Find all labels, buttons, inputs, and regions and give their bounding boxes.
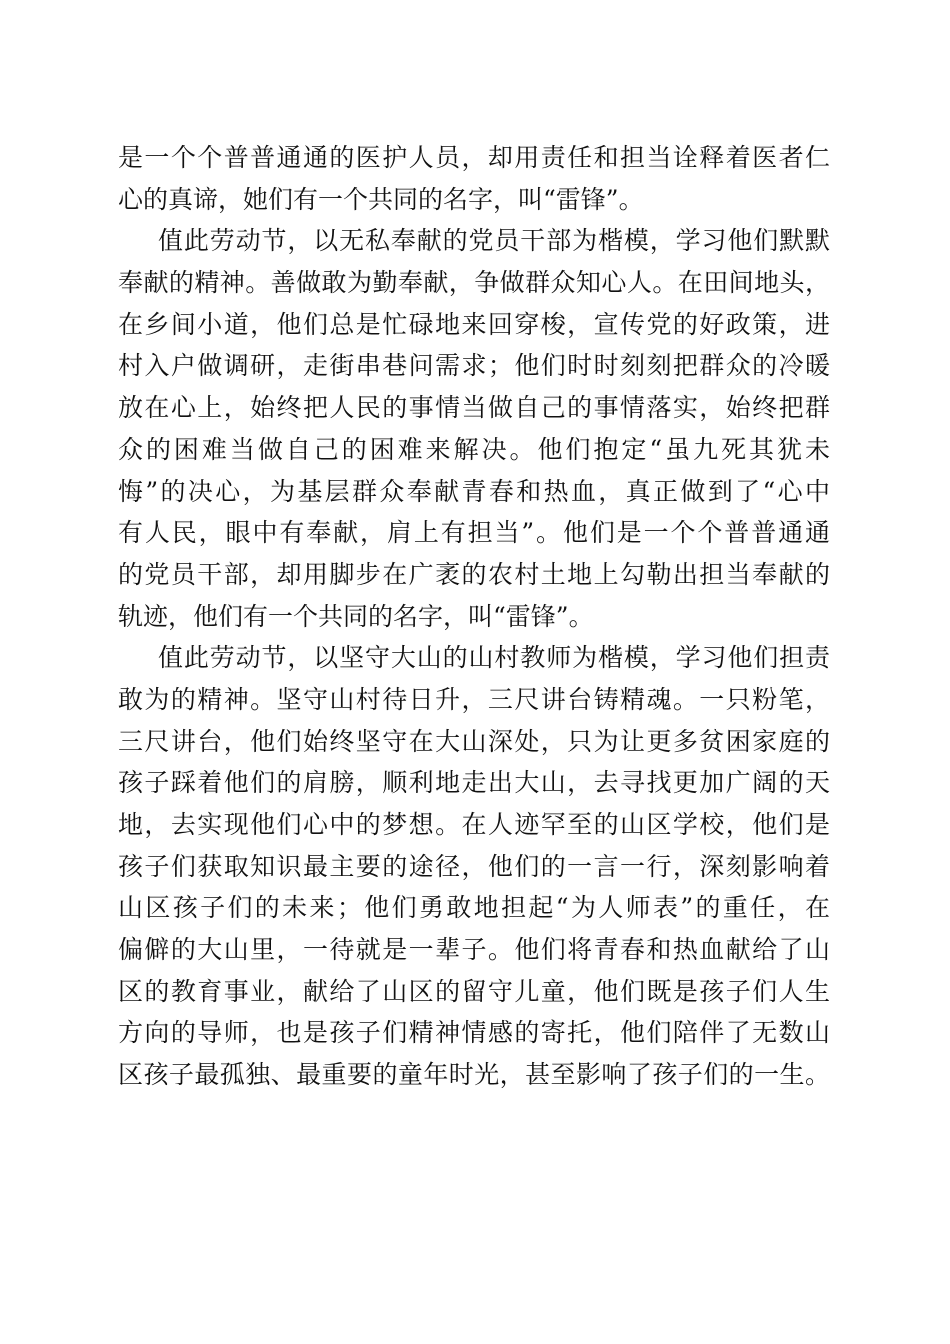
text-line: 三尺讲台，他们始终坚守在大山深处，只为让更多贫困家庭的 (118, 726, 830, 756)
text-line: 值此劳动节，以坚守大山的山村教师为楷模，学习他们担责 (158, 643, 830, 673)
text-line: 孩子踩着他们的肩膀，顺利地走出大山，去寻找更加广阔的天 (118, 768, 830, 798)
text-line: 方向的导师，也是孩子们精神情感的寄托，他们陪伴了无数山 (118, 1018, 830, 1048)
text-line: 在乡间小道，他们总是忙碌地来回穿梭，宣传党的好政策，进 (118, 309, 830, 339)
text-line: 山区孩子们的未来；他们勇敢地担起“为人师表”的重任，在 (118, 893, 830, 923)
text-line: 偏僻的大山里，一待就是一辈子。他们将青春和热血献给了山 (118, 935, 830, 965)
text-line: 村入户做调研，走街串巷问需求；他们时时刻刻把群众的冷暖 (118, 351, 830, 381)
text-line: 轨迹，他们有一个共同的名字，叫“雷锋”。 (118, 601, 594, 631)
text-line: 放在心上，始终把人民的事情当做自己的事情落实，始终把群 (118, 393, 830, 423)
text-line: 区孩子最孤独、最重要的童年时光，甚至影响了孩子们的一生。 (118, 1060, 830, 1090)
text-line: 区的教育事业，献给了山区的留守儿童，他们既是孩子们人生 (118, 976, 830, 1006)
body-text (118, 137, 830, 1096)
text-line: 心的真谛，她们有一个共同的名字，叫“雷锋”。 (118, 184, 644, 214)
text-line: 是一个个普普通通的医护人员，却用责任和担当诠释着医者仁 (118, 143, 830, 172)
text-line: 地，去实现他们心中的梦想。在人迹罕至的山区学校，他们是 (118, 810, 830, 839)
text-line: 敢为的精神。坚守山村待日升，三尺讲台铸精魂。一只粉笔， (118, 684, 830, 714)
text-line: 奉献的精神。善做敢为勤奉献，争做群众知心人。在田间地头， (118, 268, 830, 298)
text-line: 众的困难当做自己的困难来解决。他们抱定“虽九死其犹未 (118, 434, 830, 464)
text-line: 悔”的决心，为基层群众奉献青春和热血，真正做到了“心中 (118, 476, 830, 506)
text-line: 的党员干部，却用脚步在广袤的农村土地上勾勒出担当奉献的 (118, 559, 830, 589)
text-line: 有人民，眼中有奉献，肩上有担当”。他们是一个个普普通通 (118, 518, 830, 548)
text-line: 孩子们获取知识最主要的途径，他们的一言一行，深刻影响着 (118, 851, 830, 881)
text-line: 值此劳动节，以无私奉献的党员干部为楷模，学习他们默默 (158, 226, 830, 256)
